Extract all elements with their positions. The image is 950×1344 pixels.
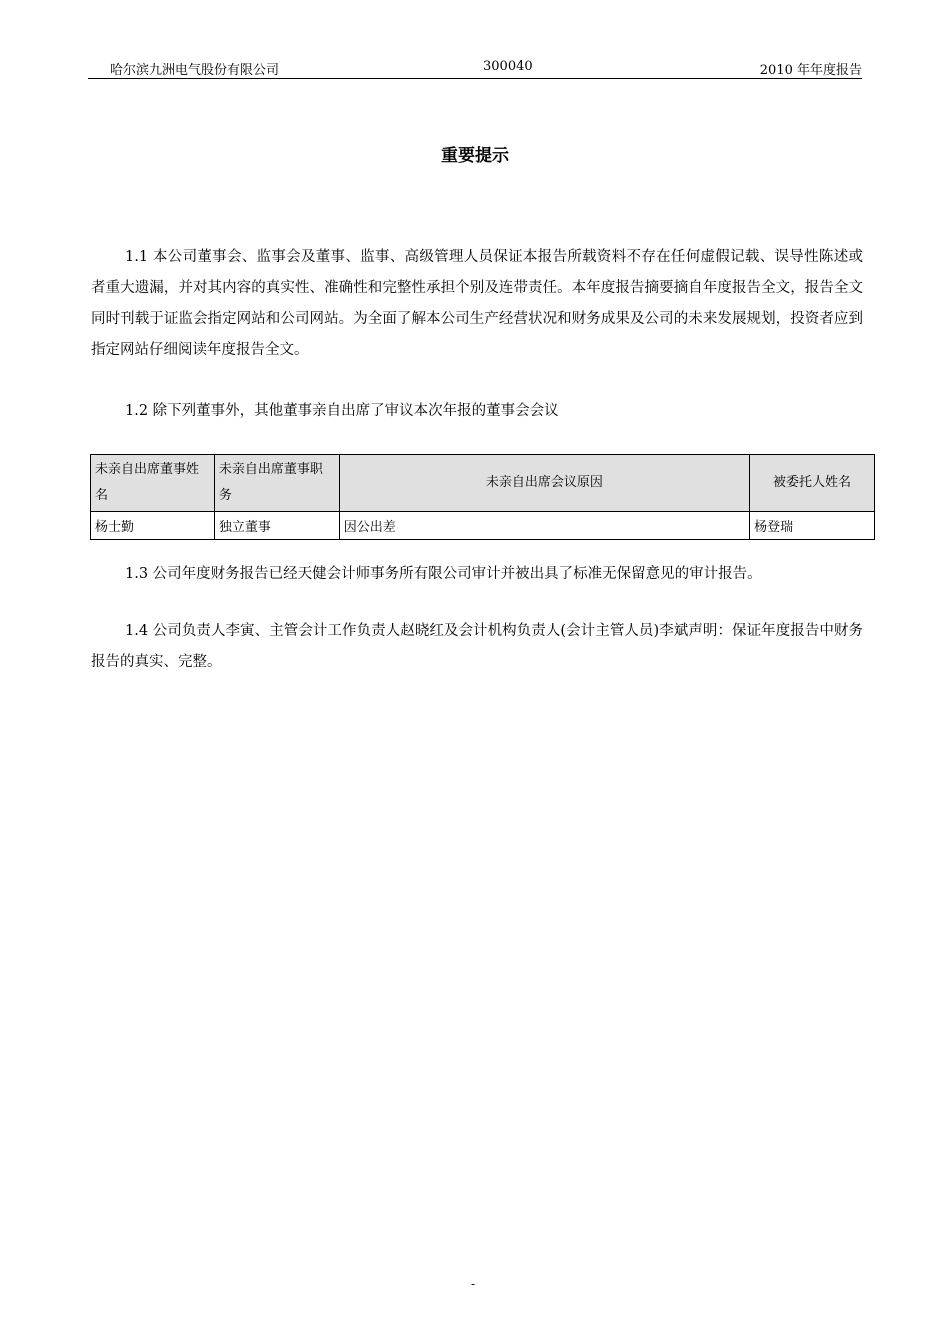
header-cell-absence-reason: 未亲自出席会议原因 <box>339 455 749 512</box>
header-cell-director-position: 未亲自出席董事职务 <box>214 455 339 512</box>
header-cell-director-name: 未亲自出席董事姓名 <box>91 455 215 512</box>
absent-directors-table <box>90 454 875 540</box>
page-footer-mark: - <box>471 1277 476 1291</box>
header-cell-proxy-name: 被委托人姓名 <box>750 455 875 512</box>
table-row <box>91 512 875 540</box>
cell-director-name: 杨士勤 <box>91 512 215 540</box>
section-1-4: 1.4 公司负责人李寅、主管会计工作负责人赵晓红及会计机构负责人(会计主管人员)李斌声明：保证年度报告中财务报告的真实、完整。 <box>91 623 863 670</box>
section-1-1: 1.1 本公司董事会、监事会及董事、监事、高级管理人员保证本报告所载资料不存在任何虚假记载、误导性陈述或者重大遗漏，并对其内容的真实性、准确性和完整性承担个别及连带责任。本年度报告摘要摘自年度报告全文，报告全文同时刊载于证监会指定网站和公司网站。为全面了解本公司生产经营状况和财务成果及公司的未来发展规划，投资者应到指定网站仔细阅读年度报告全文。 <box>91 249 863 358</box>
page-header <box>88 58 862 79</box>
cell-director-position: 独立董事 <box>214 512 339 540</box>
header-stock-code: 300040 <box>483 59 533 74</box>
page-title: 重要提示 <box>441 146 509 166</box>
table-header-row <box>91 455 875 512</box>
cell-proxy-name: 杨登瑞 <box>750 512 875 540</box>
section-1-2: 1.2 除下列董事外，其他董事亲自出席了审议本次年报的董事会会议 <box>125 403 559 419</box>
header-company-name: 哈尔滨九洲电气股份有限公司 <box>110 63 280 78</box>
header-report-name: 2010 年年度报告 <box>759 63 862 78</box>
section-1-3: 1.3 公司年度财务报告已经天健会计师事务所有限公司审计并被出具了标准无保留意见的审计报告。 <box>125 566 762 582</box>
cell-absence-reason: 因公出差 <box>339 512 749 540</box>
